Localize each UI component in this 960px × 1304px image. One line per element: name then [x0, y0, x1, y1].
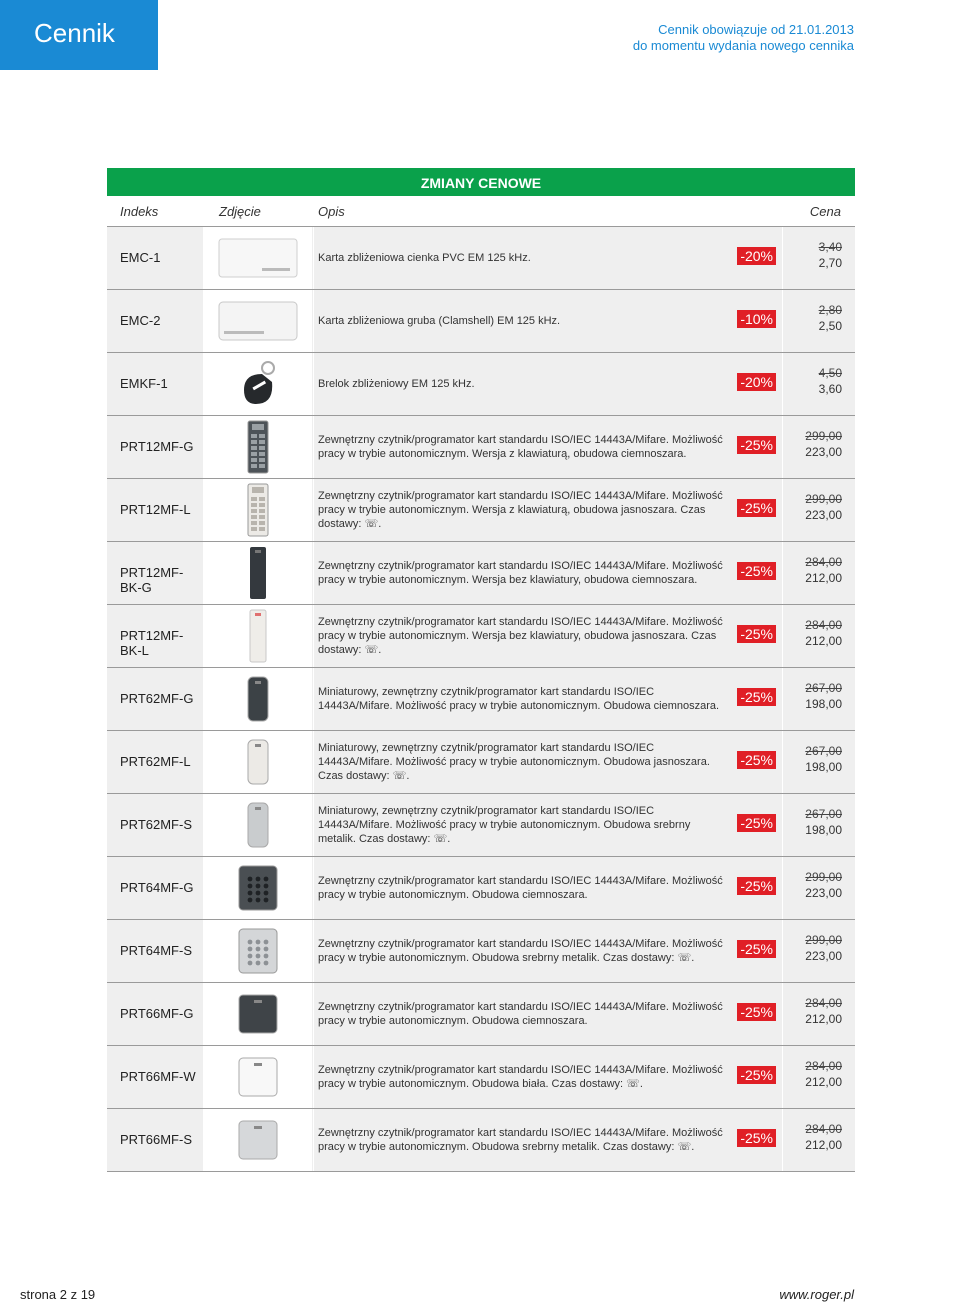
product-index: PRT12MF-L — [120, 502, 191, 517]
discount-badge: -25% — [737, 1003, 776, 1021]
product-description: Miniaturowy, zewnętrzny czytnik/programator kart standardu ISO/IEC 14443A/Mifare. Możliwość pracy w trybie autonomicznym. Obudowa jasnoszara. Czas dostawy: ☏. — [318, 742, 710, 782]
table-row — [107, 731, 855, 794]
new-price: 212,00 — [805, 1138, 842, 1152]
photo-cell — [203, 668, 312, 730]
index-cell — [107, 920, 204, 982]
photo-cell — [203, 731, 312, 793]
product-photo — [249, 546, 267, 605]
product-index: EMC-1 — [120, 250, 161, 265]
price-cell — [782, 542, 856, 604]
price-cell — [782, 731, 856, 793]
discount-cell — [736, 227, 782, 289]
new-price: 212,00 — [805, 571, 842, 585]
new-price: 198,00 — [805, 760, 842, 774]
product-description: Zewnętrzny czytnik/programator kart standardu ISO/IEC 14443A/Mifare. Możliwość pracy w trybie autonomicznym. Obudowa ciemnoszara. — [318, 875, 723, 901]
discount-cell — [736, 353, 782, 415]
new-price: 3,60 — [818, 382, 842, 396]
new-price: 223,00 — [805, 445, 842, 459]
product-description: Zewnętrzny czytnik/programator kart standardu ISO/IEC 14443A/Mifare. Możliwość pracy w trybie autonomicznym. Obudowa srebrny metalik. Czas dostawy: ☏. — [318, 1127, 723, 1153]
product-description: Zewnętrzny czytnik/programator kart standardu ISO/IEC 14443A/Mifare. Możliwość pracy w trybie autonomicznym. Wersja bez klawiatury, obudowa ciemnoszara. — [318, 560, 723, 586]
discount-badge: -25% — [737, 877, 776, 895]
price-cell — [782, 857, 856, 919]
product-index: PRT62MF-S — [120, 817, 192, 832]
discount-cell — [736, 416, 782, 478]
table-row — [107, 857, 855, 920]
table-row — [107, 668, 855, 731]
price-changes-table — [107, 168, 855, 1172]
index-cell — [107, 605, 204, 667]
index-cell — [107, 479, 204, 541]
product-photo — [238, 1120, 278, 1165]
photo-cell — [203, 794, 312, 856]
new-price: 223,00 — [805, 949, 842, 963]
column-header-photo: Zdjęcie — [219, 204, 261, 219]
product-photo — [238, 994, 278, 1039]
description-cell — [313, 416, 737, 478]
photo-cell — [203, 542, 312, 604]
discount-cell — [736, 857, 782, 919]
product-description: Karta zbliżeniowa cienka PVC EM 125 kHz. — [318, 252, 531, 264]
discount-cell — [736, 479, 782, 541]
discount-cell — [736, 668, 782, 730]
index-cell — [107, 290, 204, 352]
table-row — [107, 542, 855, 605]
description-cell — [313, 227, 737, 289]
product-index: PRT66MF-G — [120, 1006, 194, 1021]
column-headers — [107, 196, 855, 227]
product-index: PRT64MF-G — [120, 880, 194, 895]
discount-badge: -25% — [737, 1129, 776, 1147]
product-index: PRT12MF-BK-L — [120, 628, 184, 658]
product-photo — [238, 1057, 278, 1102]
table-row — [107, 605, 855, 668]
product-description: Zewnętrzny czytnik/programator kart standardu ISO/IEC 14443A/Mifare. Możliwość pracy w trybie autonomicznym. Obudowa biała. Czas dostawy: ☏. — [318, 1064, 723, 1090]
table-row — [107, 416, 855, 479]
product-description: Zewnętrzny czytnik/programator kart standardu ISO/IEC 14443A/Mifare. Możliwość pracy w trybie autonomicznym. Obudowa srebrny metalik. Czas dostawy: ☏. — [318, 938, 723, 964]
photo-cell — [203, 920, 312, 982]
product-index: PRT64MF-S — [120, 943, 192, 958]
page-header — [0, 0, 960, 70]
product-description: Brelok zbliżeniowy EM 125 kHz. — [318, 378, 475, 390]
old-price: 299,00 — [805, 933, 842, 947]
old-price: 299,00 — [805, 870, 842, 884]
product-description: Miniaturowy, zewnętrzny czytnik/programator kart standardu ISO/IEC 14443A/Mifare. Możliwość pracy w trybie autonomicznym. Obudowa ciemnoszara. — [318, 686, 720, 712]
column-header-description: Opis — [318, 204, 345, 219]
index-cell — [107, 668, 204, 730]
new-price: 223,00 — [805, 508, 842, 522]
discount-cell — [736, 983, 782, 1045]
product-index: EMKF-1 — [120, 376, 168, 391]
discount-badge: -20% — [737, 373, 776, 391]
price-cell — [782, 353, 856, 415]
column-header-index: Indeks — [120, 204, 159, 219]
page-number: strona 2 z 19 — [20, 1287, 96, 1302]
new-price: 198,00 — [805, 823, 842, 837]
table-row — [107, 290, 855, 353]
discount-badge: -25% — [737, 499, 776, 517]
photo-cell — [203, 227, 312, 289]
product-index: PRT66MF-S — [120, 1132, 192, 1147]
product-description: Zewnętrzny czytnik/programator kart standardu ISO/IEC 14443A/Mifare. Możliwość pracy w trybie autonomicznym. Obudowa ciemnoszara. — [318, 1001, 723, 1027]
discount-badge: -25% — [737, 688, 776, 706]
product-index: PRT62MF-G — [120, 691, 194, 706]
old-price: 284,00 — [805, 1059, 842, 1073]
discount-badge: -20% — [737, 247, 776, 265]
price-cell — [782, 1046, 856, 1108]
old-price: 299,00 — [805, 492, 842, 506]
product-photo — [247, 420, 269, 479]
product-photo — [249, 609, 267, 668]
old-price: 284,00 — [805, 996, 842, 1010]
product-photo — [238, 360, 278, 413]
discount-cell — [736, 542, 782, 604]
table-row — [107, 920, 855, 983]
product-index: EMC-2 — [120, 313, 161, 328]
page-title: Cennik — [34, 18, 115, 48]
description-cell — [313, 857, 737, 919]
price-cell — [782, 605, 856, 667]
website-link[interactable]: www.roger.pl — [779, 1287, 854, 1302]
validity-line-2: do momentu wydania nowego cennika — [632, 38, 854, 53]
table-row — [107, 794, 855, 857]
description-cell — [313, 668, 737, 730]
section-title: ZMIANY CENOWE — [107, 168, 855, 196]
price-cell — [782, 416, 856, 478]
product-index: PRT12MF-BK-G — [120, 565, 184, 595]
photo-cell — [203, 416, 312, 478]
product-index: PRT62MF-L — [120, 754, 191, 769]
product-description: Zewnętrzny czytnik/programator kart standardu ISO/IEC 14443A/Mifare. Możliwość pracy w trybie autonomicznym. Wersja z klawiaturą, obudowa ciemnoszara. — [318, 434, 723, 460]
product-description: Karta zbliżeniowa gruba (Clamshell) EM 125 kHz. — [318, 315, 561, 327]
discount-cell — [736, 1109, 782, 1171]
old-price: 2,80 — [818, 303, 842, 317]
table-row — [107, 227, 855, 290]
description-cell — [313, 542, 737, 604]
price-cell — [782, 479, 856, 541]
old-price: 267,00 — [805, 807, 842, 821]
product-photo — [247, 802, 269, 853]
price-cell — [782, 290, 856, 352]
discount-cell — [736, 290, 782, 352]
table-row — [107, 1109, 855, 1172]
photo-cell — [203, 857, 312, 919]
table-row — [107, 479, 855, 542]
discount-cell — [736, 731, 782, 793]
description-cell — [313, 1109, 737, 1171]
old-price: 267,00 — [805, 681, 842, 695]
discount-cell — [736, 605, 782, 667]
photo-cell — [203, 605, 312, 667]
new-price: 212,00 — [805, 634, 842, 648]
description-cell — [313, 920, 737, 982]
price-cell — [782, 920, 856, 982]
product-photo — [238, 865, 278, 916]
photo-cell — [203, 983, 312, 1045]
discount-cell — [736, 794, 782, 856]
price-cell — [782, 227, 856, 289]
index-cell — [107, 353, 204, 415]
discount-badge: -25% — [737, 814, 776, 832]
index-cell — [107, 1109, 204, 1171]
old-price: 284,00 — [805, 1122, 842, 1136]
photo-cell — [203, 1046, 312, 1108]
description-cell — [313, 794, 737, 856]
index-cell — [107, 1046, 204, 1108]
index-cell — [107, 731, 204, 793]
old-price: 267,00 — [805, 744, 842, 758]
product-description: Zewnętrzny czytnik/programator kart standardu ISO/IEC 14443A/Mifare. Możliwość pracy w trybie autonomicznym. Wersja z klawiaturą, obudowa jasnoszara. Czas dostawy: ☏. — [318, 490, 723, 530]
product-photo — [247, 676, 269, 727]
discount-badge: -25% — [737, 562, 776, 580]
product-description: Miniaturowy, zewnętrzny czytnik/programator kart standardu ISO/IEC 14443A/Mifare. Możliwość pracy w trybie autonomicznym. Obudowa srebrny metalik. Czas dostawy: ☏. — [318, 805, 691, 845]
description-cell — [313, 479, 737, 541]
new-price: 212,00 — [805, 1012, 842, 1026]
photo-cell — [203, 353, 312, 415]
column-header-price: Cena — [809, 204, 841, 219]
validity-note — [633, 22, 854, 54]
photo-cell — [203, 479, 312, 541]
price-cell — [782, 1109, 856, 1171]
index-cell — [107, 857, 204, 919]
discount-badge: -25% — [737, 940, 776, 958]
table-row — [107, 353, 855, 416]
product-photo — [247, 483, 269, 542]
discount-cell — [736, 1046, 782, 1108]
product-description: Zewnętrzny czytnik/programator kart standardu ISO/IEC 14443A/Mifare. Możliwość pracy w trybie autonomicznym. Wersja bez klawiatury, obudowa jasnoszara. Czas dostawy: ☏. — [318, 616, 723, 656]
product-index: PRT12MF-G — [120, 439, 194, 454]
old-price: 284,00 — [805, 618, 842, 632]
old-price: 3,40 — [818, 240, 842, 254]
discount-badge: -25% — [737, 625, 776, 643]
new-price: 2,70 — [818, 256, 842, 270]
discount-badge: -25% — [737, 751, 776, 769]
old-price: 299,00 — [805, 429, 842, 443]
price-cell — [782, 668, 856, 730]
description-cell — [313, 605, 737, 667]
index-cell — [107, 983, 204, 1045]
discount-cell — [736, 920, 782, 982]
new-price: 198,00 — [805, 697, 842, 711]
description-cell — [313, 353, 737, 415]
table-body — [107, 227, 855, 1172]
description-cell — [313, 1046, 737, 1108]
discount-badge: -25% — [737, 436, 776, 454]
new-price: 212,00 — [805, 1075, 842, 1089]
product-photo — [218, 238, 298, 283]
product-photo — [247, 739, 269, 790]
title-banner — [0, 0, 158, 70]
product-index: PRT66MF-W — [120, 1069, 196, 1084]
old-price: 284,00 — [805, 555, 842, 569]
table-row — [107, 1046, 855, 1109]
table-row — [107, 983, 855, 1046]
description-cell — [313, 731, 737, 793]
new-price: 2,50 — [818, 319, 842, 333]
old-price: 4,50 — [818, 366, 842, 380]
photo-cell — [203, 1109, 312, 1171]
validity-line-1: Cennik obowiązuje od 21.01.2013 — [658, 22, 854, 37]
new-price: 223,00 — [805, 886, 842, 900]
discount-badge: -25% — [737, 1066, 776, 1084]
product-photo — [218, 301, 298, 346]
description-cell — [313, 983, 737, 1045]
discount-badge: -10% — [737, 310, 776, 328]
product-photo — [238, 928, 278, 979]
index-cell — [107, 542, 204, 604]
price-cell — [782, 794, 856, 856]
index-cell — [107, 794, 204, 856]
price-cell — [782, 983, 856, 1045]
index-cell — [107, 227, 204, 289]
photo-cell — [203, 290, 312, 352]
description-cell — [313, 290, 737, 352]
index-cell — [107, 416, 204, 478]
